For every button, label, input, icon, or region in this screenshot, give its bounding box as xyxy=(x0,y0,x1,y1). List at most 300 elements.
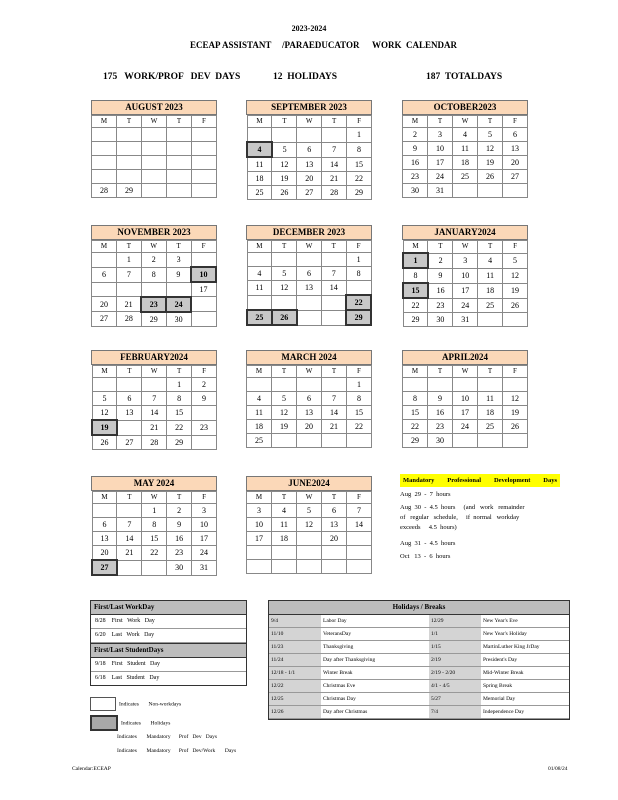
day-cell xyxy=(92,156,117,170)
weekday-label: M xyxy=(247,366,272,378)
day-cell xyxy=(192,184,217,198)
last-work-day: 6/20 Last Work Day xyxy=(91,629,246,643)
day-cell xyxy=(192,156,217,170)
weekday-label: T xyxy=(272,241,297,253)
gray-swatch xyxy=(90,715,118,731)
day-cell: 28 xyxy=(92,184,117,198)
holiday-name: New Year's Holiday xyxy=(481,628,569,641)
first-last-work-box xyxy=(90,600,247,686)
day-cell xyxy=(478,184,503,198)
day-cell: 1 xyxy=(116,253,141,268)
holiday-name: Memorial Day xyxy=(481,693,569,706)
day-cell: 18 xyxy=(247,172,272,186)
weekday-label: F xyxy=(192,492,217,504)
day-cell: 16 xyxy=(428,283,453,298)
day-cell: 13 xyxy=(503,142,528,156)
day-cell: 2 xyxy=(192,378,217,392)
weekday-label: M xyxy=(403,116,428,128)
day-cell: 3 xyxy=(428,128,453,142)
day-cell: 10 xyxy=(453,268,478,283)
weekday-label: M xyxy=(403,366,428,378)
day-cell xyxy=(92,378,117,392)
holiday-date: 7/4 xyxy=(429,706,481,719)
weekday-label: W xyxy=(453,241,478,254)
day-cell: 13 xyxy=(297,157,322,172)
holiday-date: 11/23 xyxy=(269,641,321,654)
holidays-table xyxy=(269,615,569,719)
day-cell xyxy=(247,560,272,574)
weekday-label: T xyxy=(322,492,347,504)
weekday-label: F xyxy=(347,116,372,128)
day-cell xyxy=(92,504,117,518)
day-cell xyxy=(453,434,478,448)
holiday-name: New Year's Eve xyxy=(481,615,569,628)
day-cell: 21 xyxy=(142,420,167,435)
day-cell: 18 xyxy=(272,532,297,546)
day-cell xyxy=(272,560,297,574)
day-cell: 22 xyxy=(347,172,372,186)
weekday-label: W xyxy=(297,116,322,128)
month-title: JANUARY2024 xyxy=(402,225,528,240)
day-cell: 4 xyxy=(272,504,297,518)
month-title: APRIL2024 xyxy=(402,350,528,365)
day-cell xyxy=(297,434,322,448)
day-cell xyxy=(192,435,217,450)
holiday-name: Thanksgiving xyxy=(321,641,429,654)
holiday-name: Spring Break xyxy=(481,680,569,693)
day-cell: 4 xyxy=(247,142,272,157)
calendar-label: CALENDAR xyxy=(406,40,458,50)
day-cell xyxy=(403,378,428,392)
month-title: OCTOBER2023 xyxy=(402,100,528,115)
day-cell: 15 xyxy=(142,532,167,546)
year-title: 2023-2024 xyxy=(291,24,327,33)
day-cell: 13 xyxy=(92,532,117,546)
day-cell: 30 xyxy=(428,434,453,448)
day-cell xyxy=(503,378,528,392)
day-cell xyxy=(428,378,453,392)
day-cell: 8 xyxy=(347,142,372,157)
day-cell: 5 xyxy=(478,128,503,142)
holiday-date: 11/10 xyxy=(269,628,321,641)
day-cell: 29 xyxy=(141,312,166,327)
holiday-date: 11/24 xyxy=(269,654,321,667)
day-cell xyxy=(297,128,322,143)
day-cell xyxy=(192,406,217,421)
day-cell: 12 xyxy=(503,392,528,406)
day-cell: 17 xyxy=(192,532,217,546)
day-cell: 22 xyxy=(403,420,428,434)
day-cell xyxy=(92,253,117,268)
holiday-date: 4/1 - 4/5 xyxy=(429,680,481,693)
day-cell xyxy=(167,156,192,170)
month-title: NOVEMBER 2023 xyxy=(91,225,217,240)
day-cell: 7 xyxy=(347,504,372,518)
month-calendar xyxy=(402,225,528,327)
day-cell: 10 xyxy=(247,518,272,532)
day-cell: 20 xyxy=(503,156,528,170)
day-cell: 1 xyxy=(347,378,372,392)
day-cell xyxy=(92,142,117,156)
day-cell xyxy=(167,184,192,198)
day-cell xyxy=(297,295,322,310)
day-cell: 9 xyxy=(167,518,192,532)
day-cell: 24 xyxy=(428,170,453,184)
weekday-label: W xyxy=(142,492,167,504)
last-student-day: 6/18 Last Student Day xyxy=(95,675,160,681)
day-cell: 8 xyxy=(403,268,428,283)
day-cell: 23 xyxy=(403,170,428,184)
holiday-name: Day after Thanksgiving xyxy=(321,654,429,667)
day-cell xyxy=(142,378,167,392)
day-cell: 9 xyxy=(428,268,453,283)
holiday-date: 2/19 xyxy=(429,654,481,667)
mpd-line: Aug 30 - 4.5 hours (and work remainder of regular schedule, if normal workday exceeds 4.5 hours) xyxy=(400,504,525,531)
day-cell: 1 xyxy=(403,253,428,268)
weekday-label: T xyxy=(167,492,192,504)
day-cell xyxy=(503,184,528,198)
month-calendar xyxy=(91,100,217,198)
legend-mandatory-pd-work: Indicates Mandatory Prof Dev/Work Days xyxy=(117,748,237,754)
day-cell xyxy=(347,546,372,560)
day-cell: 5 xyxy=(503,253,528,268)
day-cell: 14 xyxy=(117,532,142,546)
day-cell: 15 xyxy=(403,283,428,298)
weekday-label: W xyxy=(453,366,478,378)
day-cell: 4 xyxy=(478,253,503,268)
day-cell: 8 xyxy=(142,518,167,532)
month-title: AUGUST 2023 xyxy=(91,100,217,115)
day-cell: 26 xyxy=(272,186,297,200)
weekday-label: F xyxy=(503,241,528,254)
day-cell xyxy=(247,546,272,560)
mpd-line: Aug 31 - 4.5 hours xyxy=(400,540,456,547)
holiday-date: 12/22 xyxy=(269,680,321,693)
holiday-date: 5/27 xyxy=(429,693,481,706)
day-cell: 3 xyxy=(453,253,478,268)
day-cell: 15 xyxy=(347,157,372,172)
month-title: DECEMBER 2023 xyxy=(246,225,372,240)
first-last-student-title: First/Last StudentDays xyxy=(91,643,246,658)
weekday-label: T xyxy=(272,116,297,128)
weekday-label: T xyxy=(322,116,347,128)
day-cell: 5 xyxy=(297,504,322,518)
day-cell: 31 xyxy=(428,184,453,198)
day-cell: 6 xyxy=(92,267,117,282)
weekday-label: M xyxy=(92,492,117,504)
day-cell: 27 xyxy=(117,435,142,450)
footer-date: 01/08/24 xyxy=(548,766,568,772)
holiday-date: 12/26 xyxy=(269,706,321,719)
holiday-row xyxy=(269,693,569,706)
month-grid xyxy=(91,491,217,576)
day-cell: 1 xyxy=(167,378,192,392)
day-cell xyxy=(322,560,347,574)
day-cell xyxy=(503,434,528,448)
role-label-2: /PARAEDUCATOR xyxy=(282,40,360,50)
day-cell: 10 xyxy=(192,518,217,532)
day-cell xyxy=(247,295,272,310)
org-label: ECEAP xyxy=(190,40,221,50)
first-last-work-title: First/Last WorkDay xyxy=(91,601,246,615)
weekday-label: W xyxy=(142,116,167,128)
day-cell: 2 xyxy=(403,128,428,142)
day-cell: 17 xyxy=(247,532,272,546)
day-cell: 31 xyxy=(453,313,478,327)
day-cell: 6 xyxy=(503,128,528,142)
day-cell: 22 xyxy=(346,295,371,310)
weekday-label: F xyxy=(192,366,217,378)
day-cell xyxy=(272,378,297,392)
day-cell: 21 xyxy=(117,546,142,561)
day-cell: 10 xyxy=(428,142,453,156)
holiday-name: MartinLuther King JrDay xyxy=(481,641,569,654)
holiday-name: Independence Day xyxy=(481,706,569,719)
day-cell xyxy=(167,170,192,184)
day-cell: 29 xyxy=(346,310,371,325)
day-cell: 18 xyxy=(453,156,478,170)
day-cell xyxy=(92,170,117,184)
month-calendar xyxy=(91,350,217,450)
day-cell: 25 xyxy=(478,420,503,434)
day-cell: 25 xyxy=(247,310,272,325)
day-cell: 26 xyxy=(272,310,297,325)
day-cell: 6 xyxy=(322,504,347,518)
day-cell: 6 xyxy=(297,392,322,406)
day-cell xyxy=(347,560,372,574)
day-cell: 2 xyxy=(167,504,192,518)
weekday-label: W xyxy=(297,492,322,504)
holiday-name: Christmas Day xyxy=(321,693,429,706)
day-cell xyxy=(116,282,141,297)
month-calendar xyxy=(402,350,528,448)
day-cell: 8 xyxy=(347,392,372,406)
day-cell: 5 xyxy=(272,142,297,157)
day-cell xyxy=(322,434,347,448)
day-cell: 13 xyxy=(117,406,142,421)
day-cell: 5 xyxy=(272,267,297,281)
weekday-label: F xyxy=(347,366,372,378)
day-cell: 12 xyxy=(297,518,322,532)
day-cell: 16 xyxy=(403,156,428,170)
day-cell xyxy=(142,156,167,170)
holiday-name: Winter Break xyxy=(321,667,429,680)
day-cell: 29 xyxy=(403,434,428,448)
weekday-label: W xyxy=(453,116,478,128)
holidays-breaks-box xyxy=(268,600,570,720)
day-cell: 8 xyxy=(167,392,192,406)
month-calendar xyxy=(91,225,217,327)
day-cell: 6 xyxy=(92,518,117,532)
mpd-line: Aug 29 - 7 hours xyxy=(400,491,451,498)
day-cell: 5 xyxy=(92,392,117,406)
day-cell: 12 xyxy=(272,157,297,172)
day-cell: 7 xyxy=(322,392,347,406)
day-cell: 28 xyxy=(142,435,167,450)
weekday-label: F xyxy=(191,241,216,253)
day-cell xyxy=(192,142,217,156)
holiday-date: 1/1 xyxy=(429,628,481,641)
white-swatch xyxy=(90,697,116,711)
day-cell xyxy=(117,378,142,392)
day-cell: 17 xyxy=(453,406,478,420)
day-cell: 19 xyxy=(503,283,528,298)
day-cell: 23 xyxy=(428,420,453,434)
holiday-name: Christmas Eve xyxy=(321,680,429,693)
day-cell: 17 xyxy=(428,156,453,170)
day-cell: 20 xyxy=(297,420,322,434)
total-days-summary: 187 TOTALDAYS xyxy=(426,72,503,82)
weekday-label: T xyxy=(321,241,346,253)
day-cell: 4 xyxy=(247,267,272,281)
day-cell: 24 xyxy=(166,297,191,312)
day-cell: 1 xyxy=(347,128,372,143)
day-cell: 28 xyxy=(116,312,141,327)
day-cell: 12 xyxy=(503,268,528,283)
legend-mandatory-pd: Indicates Mandatory Prof Dev Days xyxy=(117,734,218,740)
weekday-label: M xyxy=(403,241,428,254)
day-cell xyxy=(142,142,167,156)
day-cell xyxy=(117,142,142,156)
month-calendar xyxy=(246,225,372,326)
holiday-name: Day after Christmas xyxy=(321,706,429,719)
holiday-row xyxy=(269,615,569,628)
day-cell xyxy=(346,281,371,296)
day-cell: 30 xyxy=(403,184,428,198)
day-cell: 29 xyxy=(167,435,192,450)
day-cell: 24 xyxy=(453,420,478,434)
day-cell: 30 xyxy=(167,560,192,575)
day-cell: 19 xyxy=(272,420,297,434)
day-cell: 29 xyxy=(403,313,428,327)
day-cell xyxy=(117,560,142,575)
first-work-day: 8/28 First Work Day xyxy=(91,615,246,629)
day-cell: 18 xyxy=(247,420,272,434)
day-cell: 8 xyxy=(346,267,371,281)
holiday-row xyxy=(269,641,569,654)
weekday-label: F xyxy=(346,241,371,253)
holiday-name: VeteransDay xyxy=(321,628,429,641)
day-cell xyxy=(167,142,192,156)
day-cell xyxy=(453,378,478,392)
day-cell xyxy=(142,184,167,198)
day-cell: 11 xyxy=(272,518,297,532)
month-calendar xyxy=(402,100,528,198)
holiday-date: 1/15 xyxy=(429,641,481,654)
weekday-label: F xyxy=(347,492,372,504)
day-cell: 10 xyxy=(191,267,216,282)
day-cell: 1 xyxy=(346,253,371,267)
holiday-date: 12/25 xyxy=(269,693,321,706)
month-grid xyxy=(91,365,217,450)
day-cell xyxy=(191,312,216,327)
month-title: SEPTEMBER 2023 xyxy=(246,100,372,115)
day-cell xyxy=(322,546,347,560)
day-cell: 18 xyxy=(478,283,503,298)
day-cell: 13 xyxy=(297,281,322,296)
day-cell: 4 xyxy=(247,392,272,406)
footer-left: Calendar:ECEAP xyxy=(72,766,111,772)
weekday-label: T xyxy=(478,241,503,254)
first-student-day: 9/18 First Student Day xyxy=(91,658,246,672)
day-cell: 7 xyxy=(321,267,346,281)
day-cell: 23 xyxy=(428,298,453,313)
month-title: MARCH 2024 xyxy=(246,350,372,365)
day-cell: 19 xyxy=(503,406,528,420)
holiday-row xyxy=(269,628,569,641)
day-cell: 19 xyxy=(272,172,297,186)
month-grid xyxy=(91,240,217,327)
day-cell: 19 xyxy=(478,156,503,170)
legend-non-workdays: Indicates Non-workdays xyxy=(90,697,181,711)
day-cell: 7 xyxy=(322,142,347,157)
day-cell: 20 xyxy=(297,172,322,186)
month-grid xyxy=(402,365,528,448)
weekday-label: W xyxy=(141,241,166,253)
day-cell: 14 xyxy=(142,406,167,421)
month-title: JUNE2024 xyxy=(246,476,372,491)
weekday-label: M xyxy=(92,366,117,378)
month-calendar xyxy=(246,100,372,200)
weekday-label: W xyxy=(297,241,322,253)
day-cell xyxy=(347,532,372,546)
holiday-date: 12/29 xyxy=(429,615,481,628)
month-grid xyxy=(246,115,372,200)
day-cell: 17 xyxy=(453,283,478,298)
weekday-label: T xyxy=(322,366,347,378)
day-cell: 14 xyxy=(347,518,372,532)
day-cell: 4 xyxy=(453,128,478,142)
weekday-label: T xyxy=(117,116,142,128)
day-cell: 14 xyxy=(322,406,347,420)
holidays-summary: 12 HOLIDAYS xyxy=(273,72,338,82)
weekday-label: T xyxy=(428,241,453,254)
month-grid xyxy=(246,240,372,326)
day-cell: 12 xyxy=(272,406,297,420)
mandatory-pd-days xyxy=(400,474,560,562)
weekday-label: M xyxy=(247,492,272,504)
day-cell xyxy=(247,253,272,267)
day-cell: 9 xyxy=(428,392,453,406)
day-cell xyxy=(297,378,322,392)
work-days-summary: 175 WORK/PROF DEV DAYS xyxy=(103,72,241,82)
day-cell: 26 xyxy=(503,298,528,313)
day-cell: 26 xyxy=(503,420,528,434)
day-cell xyxy=(192,128,217,142)
day-cell: 22 xyxy=(403,298,428,313)
day-cell: 7 xyxy=(142,392,167,406)
month-title: MAY 2024 xyxy=(91,476,217,491)
day-cell: 20 xyxy=(322,532,347,546)
holiday-row xyxy=(269,706,569,719)
day-cell xyxy=(478,434,503,448)
day-cell: 14 xyxy=(321,281,346,296)
day-cell xyxy=(297,532,322,546)
day-cell: 28 xyxy=(322,186,347,200)
day-cell: 25 xyxy=(247,434,272,448)
weekday-label: T xyxy=(117,492,142,504)
holiday-date: 9/4 xyxy=(269,615,321,628)
day-cell xyxy=(247,378,272,392)
day-cell: 12 xyxy=(478,142,503,156)
day-cell xyxy=(117,128,142,142)
month-grid xyxy=(246,491,372,574)
day-cell xyxy=(272,434,297,448)
day-cell: 24 xyxy=(453,298,478,313)
day-cell xyxy=(297,310,322,325)
day-cell: 25 xyxy=(453,170,478,184)
weekday-label: F xyxy=(503,116,528,128)
